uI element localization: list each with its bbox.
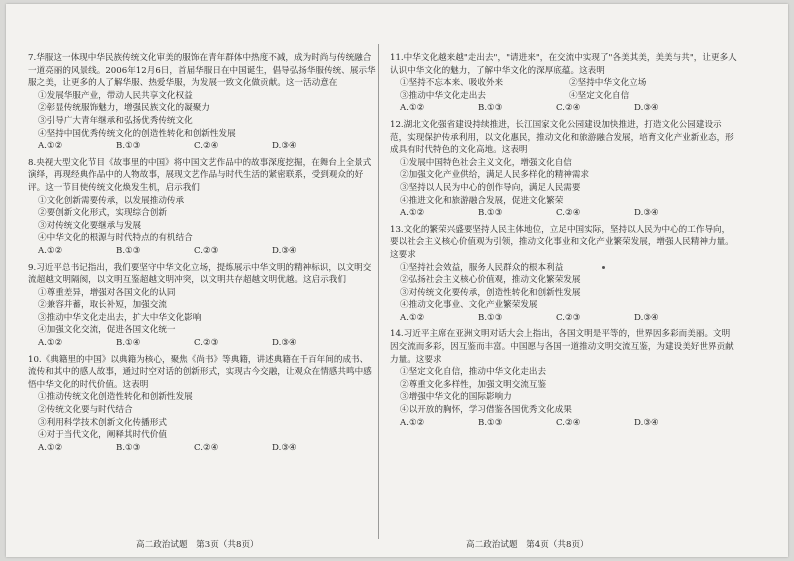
answer-choice[interactable]: B.①③ [116,141,141,152]
answer-statement: ③推动中华文化走出去 [400,90,486,101]
question-stem: 11.中华文化越来越"走出去"，"请进来"，在交流中实现了"各美其美，美美与共"，让更多人认识中华文化的魅力，了解中华文化的深厚底蕴。这表明 [390,53,737,76]
answer-statement-row [390,77,738,90]
answer-statement: ①发展中国特色社会主义文化，增强文化自信 [400,157,572,168]
answer-choice[interactable]: C.②③ [194,338,219,349]
answer-choice[interactable]: A.①② [38,141,63,152]
answer-choice[interactable]: A.①② [400,208,425,219]
answer-choice[interactable]: D.③④ [634,417,659,428]
answer-choice[interactable]: A.①② [400,417,425,428]
answer-choices [390,207,738,220]
answer-choice[interactable]: D.③④ [634,208,659,219]
answer-choice[interactable]: C.②④ [194,141,219,152]
answer-choice[interactable]: B.①④ [116,338,141,349]
question-stem: 14.习近平主席在亚洲文明对话大会上指出，各国文明是平等的，世界因多彩而美丽。文明因交流而多彩，因互鉴而丰富。中国愿与各国一道推动文明交流互鉴，为建设美好世界贡献力量。这要求 [390,329,734,365]
answer-statement: ①坚持不忘本来、吸收外来 [400,78,504,89]
answer-choice[interactable]: D.③④ [272,338,297,349]
answer-choice[interactable]: B.①③ [478,312,503,323]
answer-choice[interactable]: B.①③ [478,208,503,219]
answer-statement: ①尊重差异，增强对各国文化的认同 [38,287,176,298]
answer-statement: ②弘扬社会主义核心价值观，推动文化繁荣发展 [400,275,581,286]
footer-left: 高二政治试题 第3页（共8页） [136,540,259,550]
question-stem: 7.华服这一体现中华民族传统文化审美的服饰在青年群体中热度不减，成为时尚与传统融合一道亮丽的风景线。2006年12月6日，首届华服日在中国诞生，倡导弘扬华服传统、展示华服之美，让更多的人了解华服、热爱华服，为发展一致文化做贡献。这一活动意在 [28,53,376,89]
answer-statement: ③利用科学技术创新文化传播形式 [38,417,167,428]
answer-choice[interactable]: C.②④ [194,442,219,453]
question [390,328,738,429]
answer-choice[interactable]: C.②④ [556,208,581,219]
answer-statement: ④以开放的胸怀，学习借鉴各国优秀文化成果 [400,405,572,416]
right-column [390,52,738,532]
answer-choice[interactable]: D.③④ [634,312,659,323]
answer-statement: ②尊重文化多样性，加强文明交流互鉴 [400,379,547,390]
column-divider [378,44,379,539]
question-stem: 8.央视大型文化节目《故事里的中国》将中国文艺作品中的故事深度挖掘，在舞台上全景式演绎，再现经典作品中的人物故事，展现文艺作品与时代生活的紧密联系，受到观众的好评。这一节目使传统文化焕发生机，启示我们 [28,157,372,193]
question [28,52,376,153]
answer-statement: ②要创新文化形式，实现综合创新 [38,208,167,219]
answer-choice[interactable]: A.①② [400,103,425,114]
answer-choice[interactable]: B.①③ [116,245,141,256]
question-stem: 10.《典籍里的中国》以典籍为核心，聚焦《尚书》等典籍，讲述典籍在千百年间的成书、流传和其中的感人故事，通过时空对话的创新形式，实现古今交融，让观众在情感共鸣中感悟中华文化的时代价值。这表明 [28,354,372,390]
question [390,52,738,115]
question-stem: 9.习近平总书记指出，我们要坚守中华文化立场，提炼展示中华文明的精神标识，以文明交流超越文明隔阂，以文明互鉴超越文明冲突，以文明共存超越文明优越。这启示我们 [28,262,372,286]
question [390,119,738,220]
answer-statement: ②坚持中华文化立场 [569,78,647,89]
answer-choices [390,102,738,115]
answer-choice[interactable]: C.②④ [556,103,581,114]
question [28,354,376,455]
answer-choice[interactable]: D.③④ [272,245,297,256]
answer-statement: ③对传统文化要继承与发展 [38,220,142,231]
scan-spot [602,266,605,269]
answer-statement: ③坚持以人民为中心的创作导向，满足人民需要 [400,182,581,193]
answer-choice[interactable]: D.③④ [272,141,297,152]
answer-choice[interactable]: A.①② [400,312,425,323]
answer-choice[interactable]: B.①③ [116,442,141,453]
question-stem: 13.文化的繁荣兴盛要坚持人民主体地位，立足中国实际，坚持以人民为中心的工作导向，要以社会主义核心价值观为引领，推动文化事业和文化产业繁荣发展，增强人民精神力量。这要求 [390,224,734,260]
answer-statement: ④推动文化事业、文化产业繁荣发展 [400,300,538,311]
answer-statement: ②传统文化要与时代结合 [38,405,133,416]
answer-choice[interactable]: C.②③ [556,312,581,323]
answer-statement: ③引导广大青年继承和弘扬优秀传统文化 [38,115,193,126]
answer-statement: ①文化创新需要传承，以发展推动传承 [38,195,185,206]
answer-statement: ④加强文化交流，促进各国文化统一 [38,325,176,336]
left-column [28,52,376,532]
answer-statement: ④坚持中国优秀传统文化的创造性转化和创新性发展 [38,128,236,139]
answer-choices [28,245,376,258]
answer-statement: ③对传统文化要传承，创造性转化和创新性发展 [400,287,581,298]
answer-statement: ①发展华服产业，带动人民共享文化权益 [38,90,193,101]
answer-choice[interactable]: B.①③ [478,103,503,114]
answer-choice[interactable]: A.①② [38,442,63,453]
answer-choice[interactable]: C.②③ [194,245,219,256]
answer-statement: ④对于当代文化，阐释其时代价值 [38,430,167,441]
answer-statement: ①坚持社会效益，服务人民群众的根本利益 [400,262,564,273]
answer-choices [390,312,738,325]
answer-statement: ③增强中华文化的国际影响力 [400,392,512,403]
answer-statement: ④中华文化的根源与时代特点的有机结合 [38,233,193,244]
answer-statement: ②彰显传统服饰魅力，增强民族文化的凝聚力 [38,103,210,114]
answer-choice[interactable]: A.①② [38,245,63,256]
answer-statement: ②兼容并蓄，取长补短，加强交流 [38,300,167,311]
question [390,224,738,325]
answer-choice[interactable]: A.①② [38,338,63,349]
answer-statement: ①推动传统文化创造性转化和创新性发展 [38,392,193,403]
answer-choices [28,140,376,153]
question [28,262,376,350]
exam-sheet [6,4,788,557]
answer-choices [28,337,376,350]
footer-right: 高二政治试题 第4页（共8页） [466,540,589,550]
answer-choices [390,417,738,430]
answer-statement-row [390,90,738,103]
answer-statement: ④推进文化和旅游融合发展，促进文化繁荣 [400,195,564,206]
answer-statement: ①坚定文化自信，推动中华文化走出去 [400,367,547,378]
answer-choice[interactable]: B.①③ [478,417,503,428]
answer-statement: ③推动中华文化走出去，扩大中华文化影响 [38,312,202,323]
answer-statement: ④坚定文化自信 [569,90,630,101]
answer-choice[interactable]: D.③④ [272,442,297,453]
answer-statement: ②加强文化产业供给，满足人民多样化的精神需求 [400,170,590,181]
answer-choice[interactable]: D.③④ [634,103,659,114]
answer-choices [28,442,376,455]
question-stem: 12.湖北文化强省建设持续推进，长江国家文化公园建设加快推进，打造文化公园建设示范，实现保护传承利用，以文化惠民，推动文化和旅游融合发展，培育文化产业新业态，形成具有时代特色的文化高地。这表明 [390,119,734,156]
question [28,157,376,258]
answer-choice[interactable]: C.②④ [556,417,581,428]
